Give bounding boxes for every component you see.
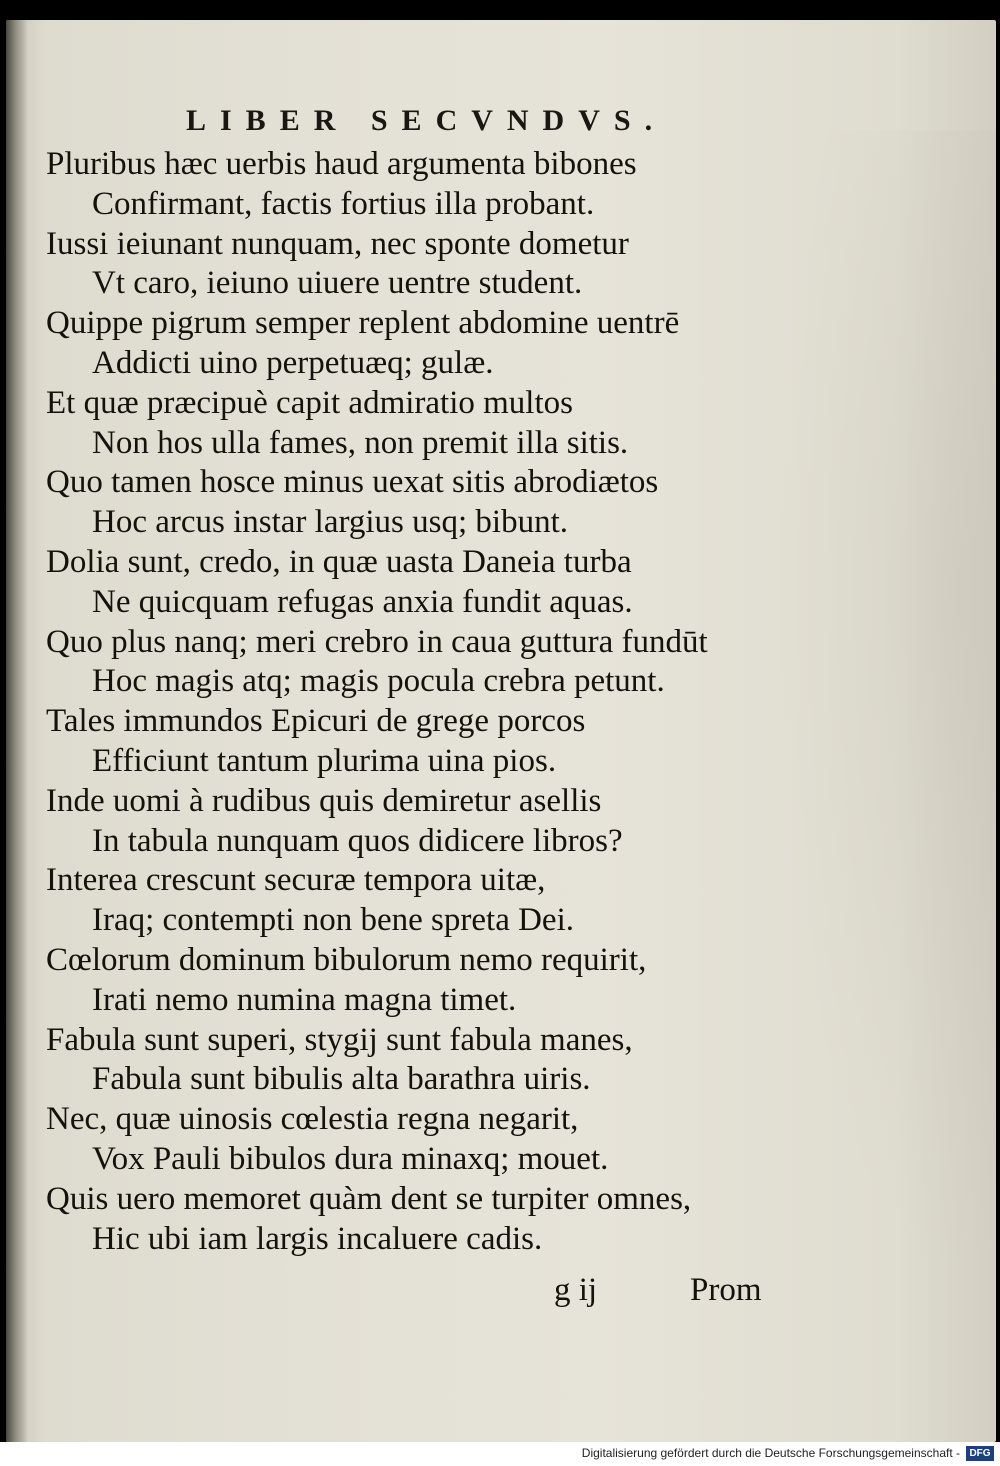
verse-line: Dolia sunt, credo, in quæ uasta Daneia turba bbox=[46, 543, 632, 580]
verse-line: Hic ubi iam largis incaluere cadis. bbox=[92, 1220, 543, 1257]
verse-line: Efficiunt tantum plurima uina pios. bbox=[92, 742, 557, 779]
verse-line: Quis uero memoret quàm dent se turpiter omnes, bbox=[46, 1180, 692, 1217]
signature-mark: g ij bbox=[554, 1272, 598, 1308]
verse-line: Inde uomi à rudibus quis demiretur asellis bbox=[46, 782, 602, 819]
verse-line: Irati nemo numina magna timet. bbox=[92, 981, 517, 1018]
verse-line: Non hos ulla fames, non premit illa sitis. bbox=[92, 424, 629, 461]
verse-line: Interea crescunt securæ tempora uitæ, bbox=[46, 862, 546, 899]
verse-list bbox=[6, 145, 996, 1259]
dfg-logo: DFG bbox=[966, 1446, 994, 1461]
verse-line: Hoc magis atq; magis pocula crebra petunt. bbox=[92, 663, 665, 700]
verse-line: Quippe pigrum semper replent abdomine uentrē bbox=[46, 305, 680, 342]
verse-line: Confirmant, factis fortius illa probant. bbox=[92, 185, 595, 222]
verse-line: Vt caro, ieiuno uiuere uentre student. bbox=[92, 265, 583, 302]
book-page bbox=[6, 20, 996, 1442]
verse-line: Cœlorum dominum bibulorum nemo requirit, bbox=[46, 941, 647, 978]
verse-line: In tabula nunquam quos didicere libros? bbox=[92, 822, 623, 859]
verse-line: Nec, quæ uinosis cœlestia regna negarit, bbox=[46, 1101, 579, 1138]
verse-line: Quo tamen hosce minus uexat sitis abrodiætos bbox=[46, 464, 659, 501]
verse-line: Vox Pauli bibulos dura minaxq; mouet. bbox=[92, 1140, 609, 1177]
verse-line: Pluribus hæc uerbis haud argumenta bibones bbox=[46, 146, 637, 182]
verse-line: Hoc arcus instar largius usq; bibunt. bbox=[92, 504, 568, 541]
verse-line: Fabula sunt superi, stygij sunt fabula manes, bbox=[46, 1021, 633, 1058]
digitization-footer bbox=[0, 1442, 1000, 1466]
verse-line: Fabula sunt bibulis alta barathra uiris. bbox=[92, 1061, 591, 1098]
verse-line: Addicti uino perpetuæq; gulæ. bbox=[92, 344, 494, 381]
verse-line: Iraq; contempti non bene spreta Dei. bbox=[92, 902, 574, 939]
verse-line: Quo plus nanq; meri crebro in caua guttura fundūt bbox=[46, 623, 708, 660]
verse-line: Tales immundos Epicuri de grege porcos bbox=[46, 703, 586, 740]
verse-line: Ne quicquam refugas anxia fundit aquas. bbox=[92, 583, 633, 620]
running-head: LIBER SECVNDVS. bbox=[186, 104, 667, 137]
page-footer-line bbox=[6, 1272, 996, 1312]
verse-line: Et quæ præcipuè capit admiratio multos bbox=[46, 384, 573, 421]
funding-credit: Digitalisierung gefördert durch die Deutsche Forschungsgemeinschaft - bbox=[581, 1446, 960, 1460]
verse-line: Iussi ieiunant nunquam, nec sponte dometur bbox=[46, 225, 629, 262]
catchword: Prom bbox=[690, 1272, 762, 1308]
